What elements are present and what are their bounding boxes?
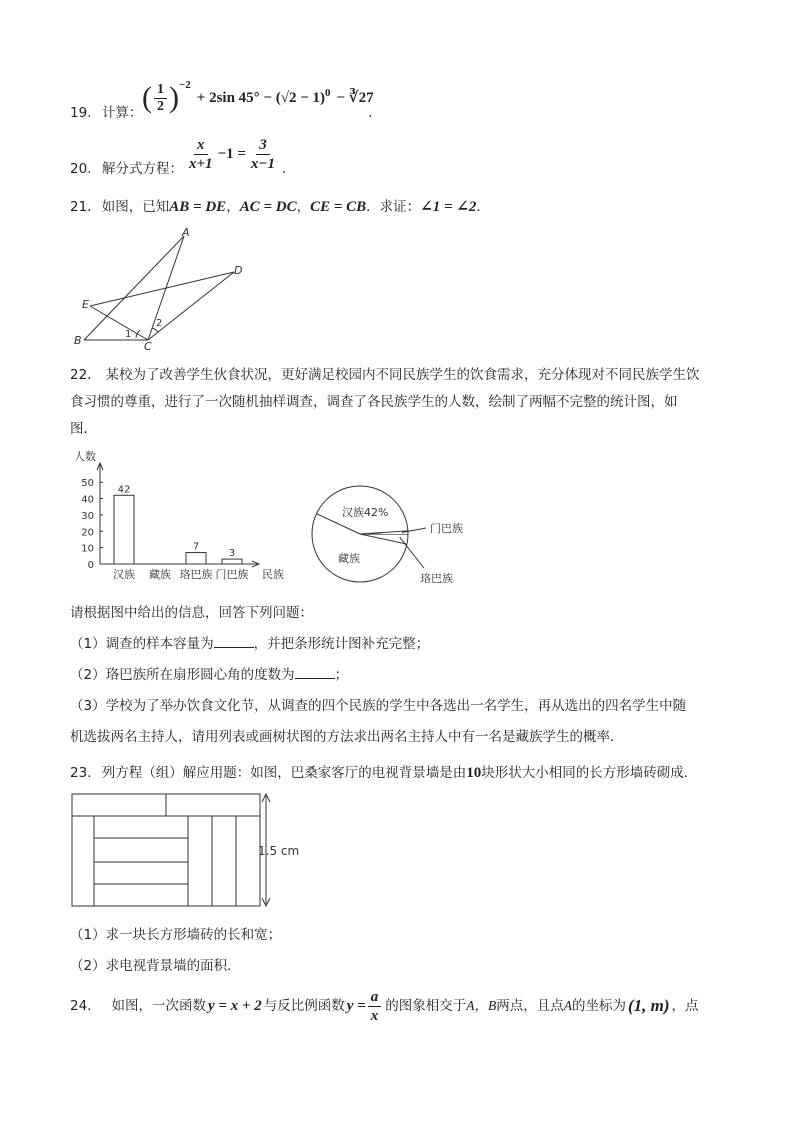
q22-sub3-line2: 机选拔两名主持人，请用列表或画树状图的方法求出两名主持人中有一名是藏族学生的概率． [70,729,624,745]
q20-period: . [282,161,287,177]
q22-text-line2: 食习惯的尊重，进行了一次随机抽样调查，调查了各民族学生的人数，绘制了两幅不完整的统计图，如 [70,394,678,410]
lhs-denominator: x+1 [189,155,213,172]
bar [186,553,206,564]
q24-number: 24. [70,998,92,1014]
pie-chart [308,482,478,588]
inverse-function-lhs: y = [346,998,366,1014]
q22-sub2 [70,660,686,691]
pie-label-menba: 门巴族 [430,522,463,535]
q23-text: 列方程（组）解应用题：如图，巴桑家客厅的电视背景墙是由 [101,765,467,781]
exponent-neg2: −2 [179,79,191,91]
q22 [70,362,699,443]
q22-sub1-text: （1）调查的样本容量为 [70,636,214,652]
eq-ab-de: AB = DE [169,199,227,215]
q24-t1: 如图，一次函数 [111,998,206,1014]
rhs-denominator: x−1 [250,155,276,172]
q24-t6: ，点 [671,998,699,1014]
x-tick-label: 藏族 [149,568,171,581]
exponent-zero: 0 [325,87,331,99]
inverse-function [347,988,383,1025]
coordinate-1-m: (1, m) [627,996,670,1015]
rhs-numerator: 3 [256,136,270,155]
q19-expression [142,78,374,118]
label-angle-2: 2 [156,318,163,329]
q24-t2: 与反比例函数 [263,998,345,1014]
q21-period: ． [476,199,490,215]
q23-sub2: （2）求电视背景墙的面积． [70,958,241,974]
half-numerator: 1 [154,82,167,99]
q21-sep2: ， [296,199,311,215]
bar-value-label: 7 [192,541,200,553]
y-tick-label: 10 [81,543,94,555]
rhs-fraction [248,136,278,173]
y-tick-label: 20 [81,527,94,539]
y-tick-label: 30 [81,510,94,522]
x-tick-label: 汉族 [113,568,135,581]
x-tick-label: 门巴族 [215,568,249,581]
a-over-x [368,988,382,1025]
label-angle-1: 1 [125,329,132,340]
label-D: D [234,264,243,277]
label-A: A [182,226,190,239]
lhs-fraction [186,136,216,173]
q19-mid-terms: + 2sin 45° − (√2 − 1) [196,90,325,106]
label-B: B [74,334,82,347]
x-tick-label: 珞巴族 [179,568,213,581]
bar [222,559,242,564]
geometry-figure [70,226,260,352]
q22-number: 22. [70,367,92,383]
label-E: E [82,298,89,311]
q21-number: 21. [70,199,92,215]
sample-size-blank [214,635,254,648]
angle-blank [295,666,335,679]
q22-sub1-tail: ，并把条形统计图补充完整； [253,636,430,652]
bar-chart [66,448,296,584]
y-tick-label: 0 [87,560,94,571]
q19-prefix: 计算： [102,105,143,121]
a-numerator: a [368,988,382,1007]
eq-ac-dc: AC = DC [239,199,297,215]
q23-sub1: （1）求一块长方形墙砖的长和宽； [70,927,282,943]
bar-value-label: 3 [228,548,236,560]
q24-t4: 两点，且点 [496,998,564,1014]
lhs-numerator: x [194,136,208,155]
q22-text-line3: 图． [70,421,97,437]
pie-label-han: 汉族42% [342,506,389,519]
q22-subquestions [70,598,686,753]
half-denominator: 2 [157,98,164,114]
pie-label-luoba: 珞巴族 [420,572,453,585]
q24-t5: 的坐标为 [571,998,626,1014]
q20-prefix: 解分式方程： [102,161,183,177]
wall-figure [70,792,310,912]
q22-sub2-tail: ； [334,667,349,683]
y-axis-label: 人数 [74,450,96,463]
q24-t3: 的图象相交于 [385,998,467,1014]
q23-text-tail: 块形状大小相同的长方形墙砖砌成． [481,765,698,781]
q22-sub1 [70,629,686,660]
q24 [70,984,699,1028]
q21-prefix: 如图，已知 [101,199,170,215]
q20-number: 20. [70,161,92,177]
q22-text-line1: 某校为了改善学生伙食状况，更好满足校园内不同民族学生的饮食需求，充分体现对不同民族学生饮 [105,367,700,383]
right-paren: ) [169,81,179,114]
q19-period: . [368,105,373,121]
eq-ce-cb: CE = CB [310,199,367,215]
q19-cube-root: − ∛27 [336,90,374,106]
q22-prompt: 请根据图中给出的信息，回答下列问题： [70,605,313,621]
q23 [70,764,697,782]
q24-point-a: A [563,998,572,1013]
y-tick-label: 40 [81,494,94,506]
q19-number: 19. [70,105,92,121]
q20-equation [184,132,280,176]
label-C: C [144,340,152,352]
bar [114,495,134,564]
q21-mid: ．求证： [366,199,421,215]
height-dimension-label: 1.5 cm [258,844,300,858]
q22-line1 [70,362,699,389]
q23-subquestions [70,920,281,982]
angle-equality: ∠1 = ∠2 [420,199,477,215]
q21 [70,198,490,216]
pie-label-zang: 藏族 [338,552,360,565]
q19-half-fraction [154,82,167,115]
tile-count: 10 [466,765,482,781]
q23-number: 23. [70,765,92,781]
q22-sub2-text: （2）珞巴族所在扇形圆心角的度数为 [70,667,295,683]
q21-sep1: ， [226,199,240,215]
y-tick-label: 50 [81,478,94,490]
q24-points: A，B [466,998,497,1013]
x-axis-label: 民族 [262,568,284,581]
linear-function: y = x + 2 [207,998,262,1014]
left-paren: ( [142,81,152,114]
x-denominator: x [370,1007,379,1024]
q22-sub3-line1: （3）学校为了举办饮食文化节，从调查的四个民族的学生中各选出一名学生，再从选出的四名学生中随 [70,698,687,714]
minus-one-equals: −1 = [217,146,246,162]
bar-value-label: 42 [117,484,131,496]
